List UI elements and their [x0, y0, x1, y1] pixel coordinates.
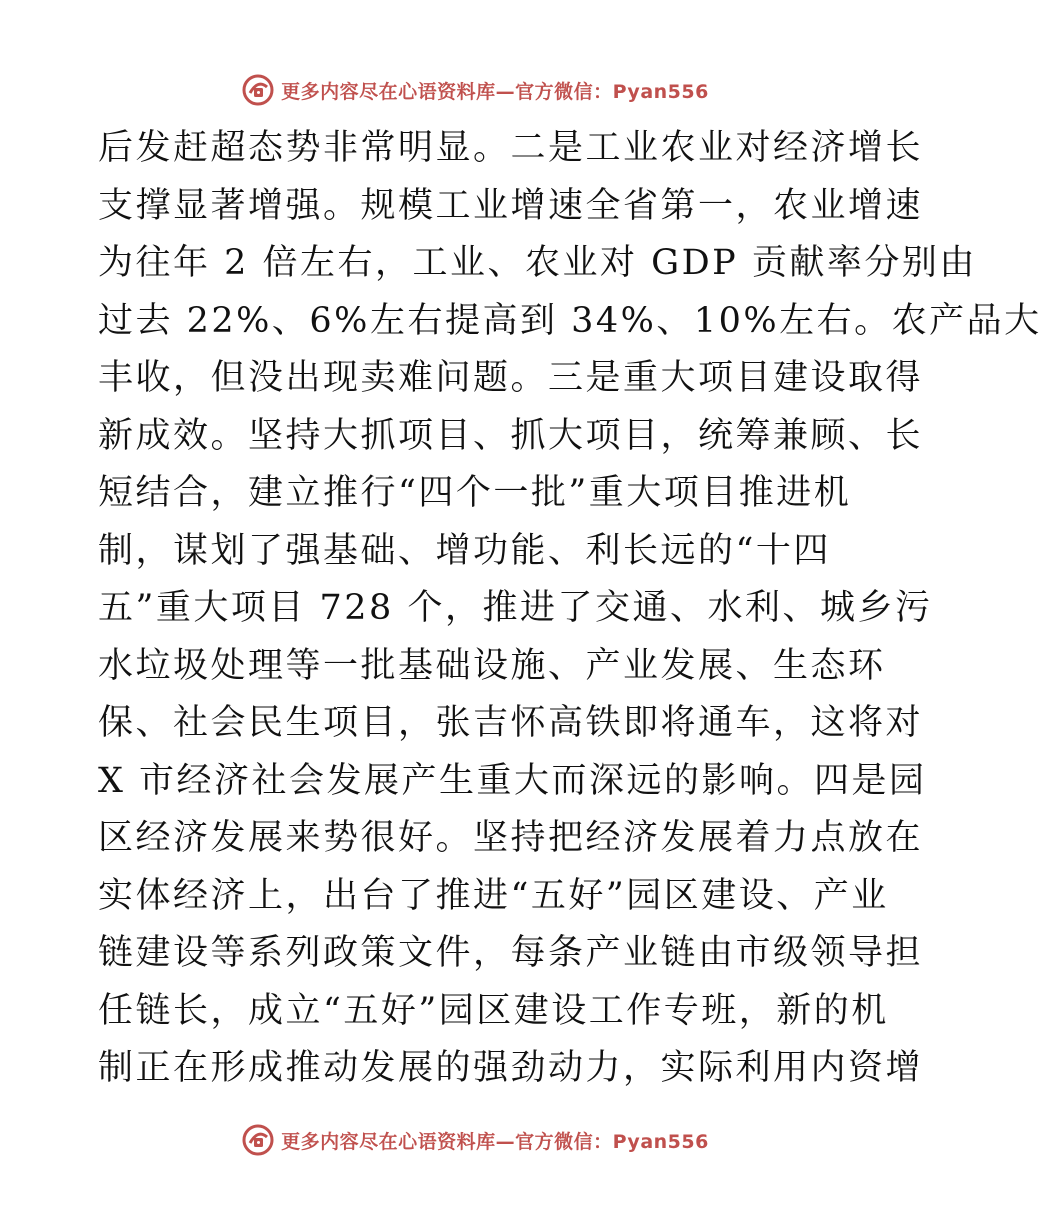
- body-line: 支撑显著增强。规模工业增速全省第一，农业增速: [98, 185, 924, 226]
- body-line: X 市经济社会发展产生重大而深远的影响。四是园: [98, 760, 927, 801]
- body-line: 后发赶超态势非常明显。二是工业农业对经济增长: [98, 128, 924, 168]
- body-line: 区经济发展来势很好。坚持把经济发展着力点放在: [98, 818, 924, 858]
- lock-swirl-icon: [241, 1123, 275, 1157]
- body-line: 短结合，建立推行“四个一批”重大项目推进机: [98, 473, 852, 513]
- header-banner: [0, 70, 950, 110]
- body-line: 保、社会民生项目，张吉怀高铁即将通车，这将对: [98, 703, 924, 743]
- body-line: 制，谋划了强基础、增功能、利长远的“十四: [98, 530, 831, 571]
- body-line: 任链长，成立“五好”园区建设工作专班，新的机: [98, 990, 889, 1031]
- body-line: 五”重大项目 728 个，推进了交通、水利、城乡污: [98, 588, 933, 628]
- body-line: 链建设等系列政策文件，每条产业链由市级领导担: [98, 933, 924, 973]
- footer-banner-text: 更多内容尽在心语资料库—官方微信：Pyan556: [281, 1130, 709, 1153]
- body-line: 新成效。坚持大抓项目、抓大项目，统筹兼顾、长: [98, 415, 924, 456]
- body-line: 过去 22%、6%左右提高到 34%、10%左右。农产品大: [98, 300, 1042, 341]
- body-line: 为往年 2 倍左右，工业、农业对 GDP 贡献率分别由: [98, 243, 977, 283]
- footer-banner: [0, 1120, 950, 1160]
- lock-swirl-icon: [241, 73, 275, 107]
- body-line: 丰收，但没出现卖难问题。三是重大项目建设取得: [98, 358, 924, 398]
- document-body: [98, 120, 1042, 1098]
- body-line: 制正在形成推动发展的强劲动力，实际利用内资增: [98, 1048, 924, 1088]
- header-banner-text: 更多内容尽在心语资料库—官方微信：Pyan556: [281, 80, 709, 103]
- body-line: 实体经济上，出台了推进“五好”园区建设、产业: [98, 875, 889, 916]
- body-line: 水垃圾处理等一批基础设施、产业发展、生态环: [98, 645, 886, 686]
